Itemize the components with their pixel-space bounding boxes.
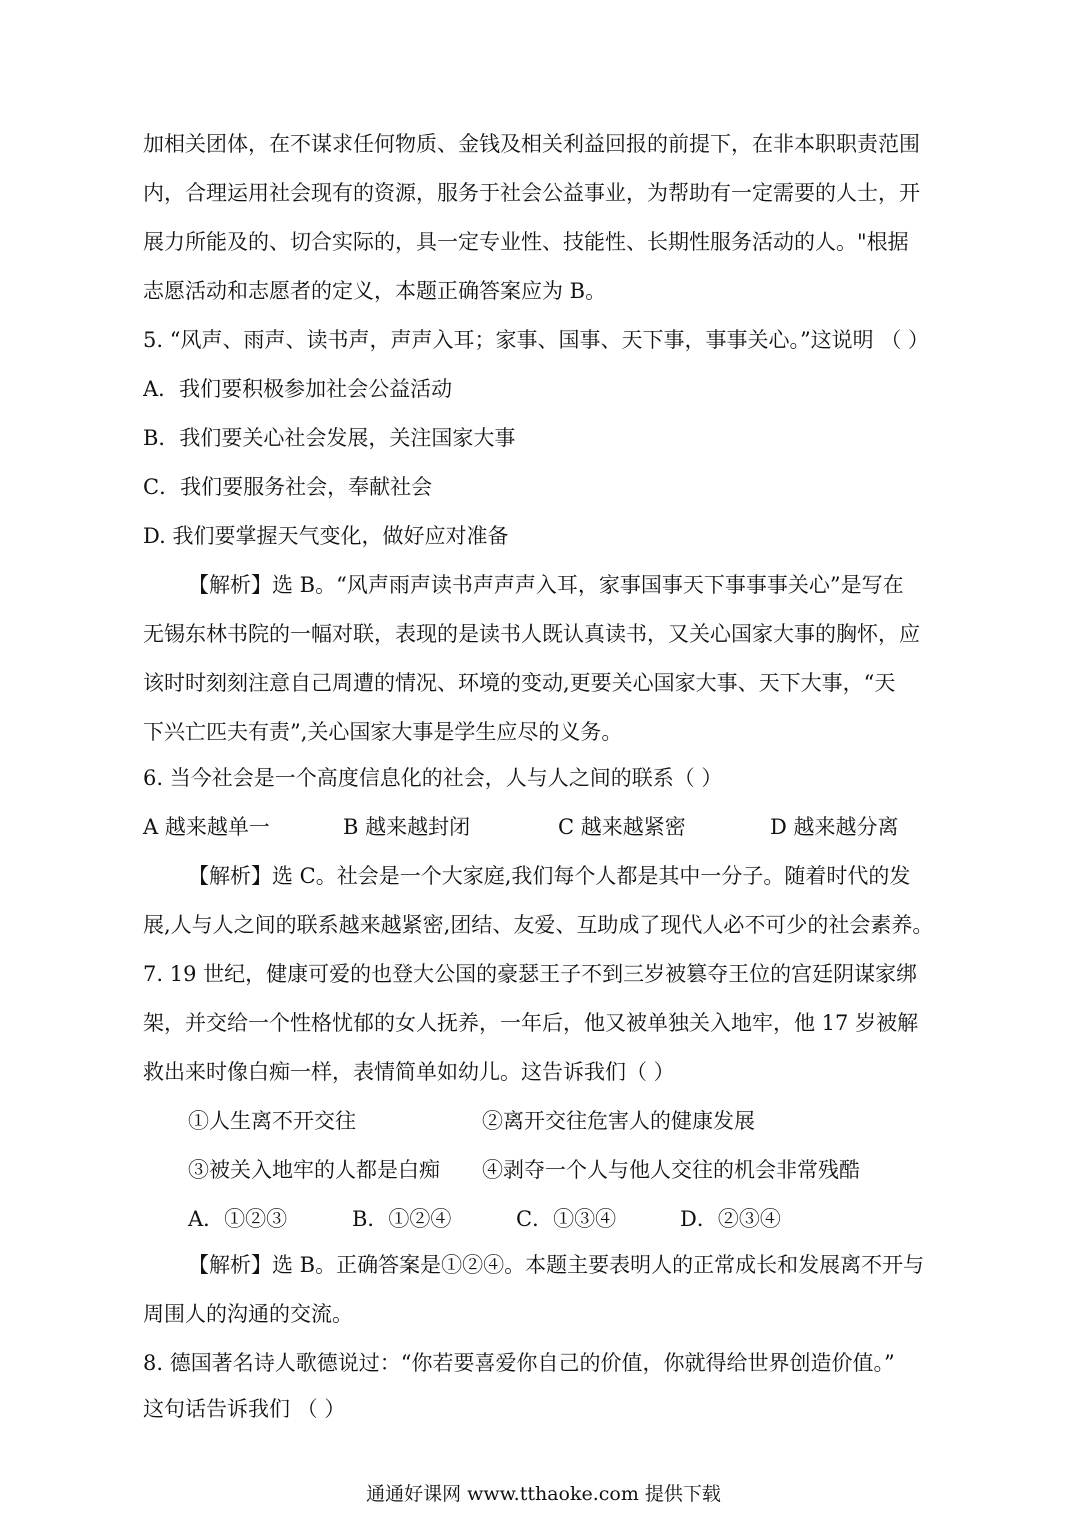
option-b: B 越来越封闭 — [343, 815, 471, 839]
explanation-line: 【解析】选 C。社会是一个大家庭,我们每个人都是其中一分子。随着时代的发 — [188, 864, 911, 888]
option-b: B．我们要关心社会发展，关注国家大事 — [143, 426, 516, 450]
statement-4: ④剥夺一个人与他人交往的机会非常残酷 — [482, 1158, 860, 1182]
option-c: C．①③④ — [516, 1207, 617, 1231]
question-7: 7. 19 世纪，健康可爱的也登大公国的豪瑟王子不到三岁被篡夺王位的宫廷阴谋家绑 — [143, 962, 918, 986]
text-line: 加相关团体，在不谋求任何物质、金钱及相关利益回报的前提下，在非本职职责范围 — [143, 132, 920, 156]
question-5: 5. “风声、雨声、读书声，声声入耳；家事、国事、天下事，事事关心。”这说明 （ ） — [143, 328, 930, 352]
option-a: A．我们要积极参加社会公益活动 — [143, 377, 453, 401]
explanation-line: 【解析】选 B。正确答案是①②④。本题主要表明人的正常成长和发展离不开与 — [188, 1253, 925, 1277]
question-8: 这句话告诉我们 （ ） — [143, 1397, 346, 1421]
explanation-line: 无锡东林书院的一幅对联，表现的是读书人既认真读书，又关心国家大事的胸怀，应 — [143, 622, 920, 646]
explanation-line: 展,人与人之间的联系越来越紧密,团结、友爱、互助成了现代人必不可少的社会素养。 — [143, 913, 934, 937]
text-line: 志愿活动和志愿者的定义，本题正确答案应为 B。 — [143, 279, 607, 303]
question-7: 架，并交给一个性格忧郁的女人抚养，一年后，他又被单独关入地牢，他 17 岁被解 — [143, 1011, 919, 1035]
page-footer: 通通好课网 www.tthaoke.com 提供下载 — [366, 1483, 721, 1505]
option-d: D 越来越分离 — [770, 815, 899, 839]
option-c: C．我们要服务社会，奉献社会 — [143, 475, 433, 499]
option-d: D. 我们要掌握天气变化，做好应对准备 — [143, 524, 509, 548]
statement-2: ②离开交往危害人的健康发展 — [482, 1109, 755, 1133]
question-8: 8. 德国著名诗人歌德说过：“你若要喜爱你自己的价值，你就得给世界创造价值。” — [143, 1351, 895, 1375]
option-b: B．①②④ — [352, 1207, 452, 1231]
explanation-line: 该时时刻刻注意自己周遭的情况、环境的变动,更要关心国家大事、天下大事，“天 — [143, 671, 896, 695]
text-line: 内，合理运用社会现有的资源，服务于社会公益事业，为帮助有一定需要的人士，开 — [143, 181, 920, 205]
explanation-line: 【解析】选 B。“风声雨声读书声声声入耳，家事国事天下事事事关心”是写在 — [188, 573, 904, 597]
statement-3: ③被关入地牢的人都是白痴 — [188, 1158, 440, 1182]
text-line: 展力所能及的、切合实际的，具一定专业性、技能性、长期性服务活动的人。"根据 — [143, 230, 909, 254]
statement-1: ①人生离不开交往 — [188, 1109, 356, 1133]
explanation-line: 下兴亡匹夫有责”,关心国家大事是学生应尽的义务。 — [143, 720, 623, 744]
option-a: A．①②③ — [188, 1207, 288, 1231]
explanation-line: 周围人的沟通的交流。 — [143, 1302, 353, 1326]
option-d: D．②③④ — [680, 1207, 781, 1231]
option-a: A 越来越单一 — [143, 815, 270, 839]
option-c: C 越来越紧密 — [558, 815, 686, 839]
question-6: 6. 当今社会是一个高度信息化的社会，人与人之间的联系（ ） — [143, 766, 723, 790]
question-7: 救出来时像白痴一样，表情简单如幼儿。这告诉我们（ ） — [143, 1060, 675, 1084]
